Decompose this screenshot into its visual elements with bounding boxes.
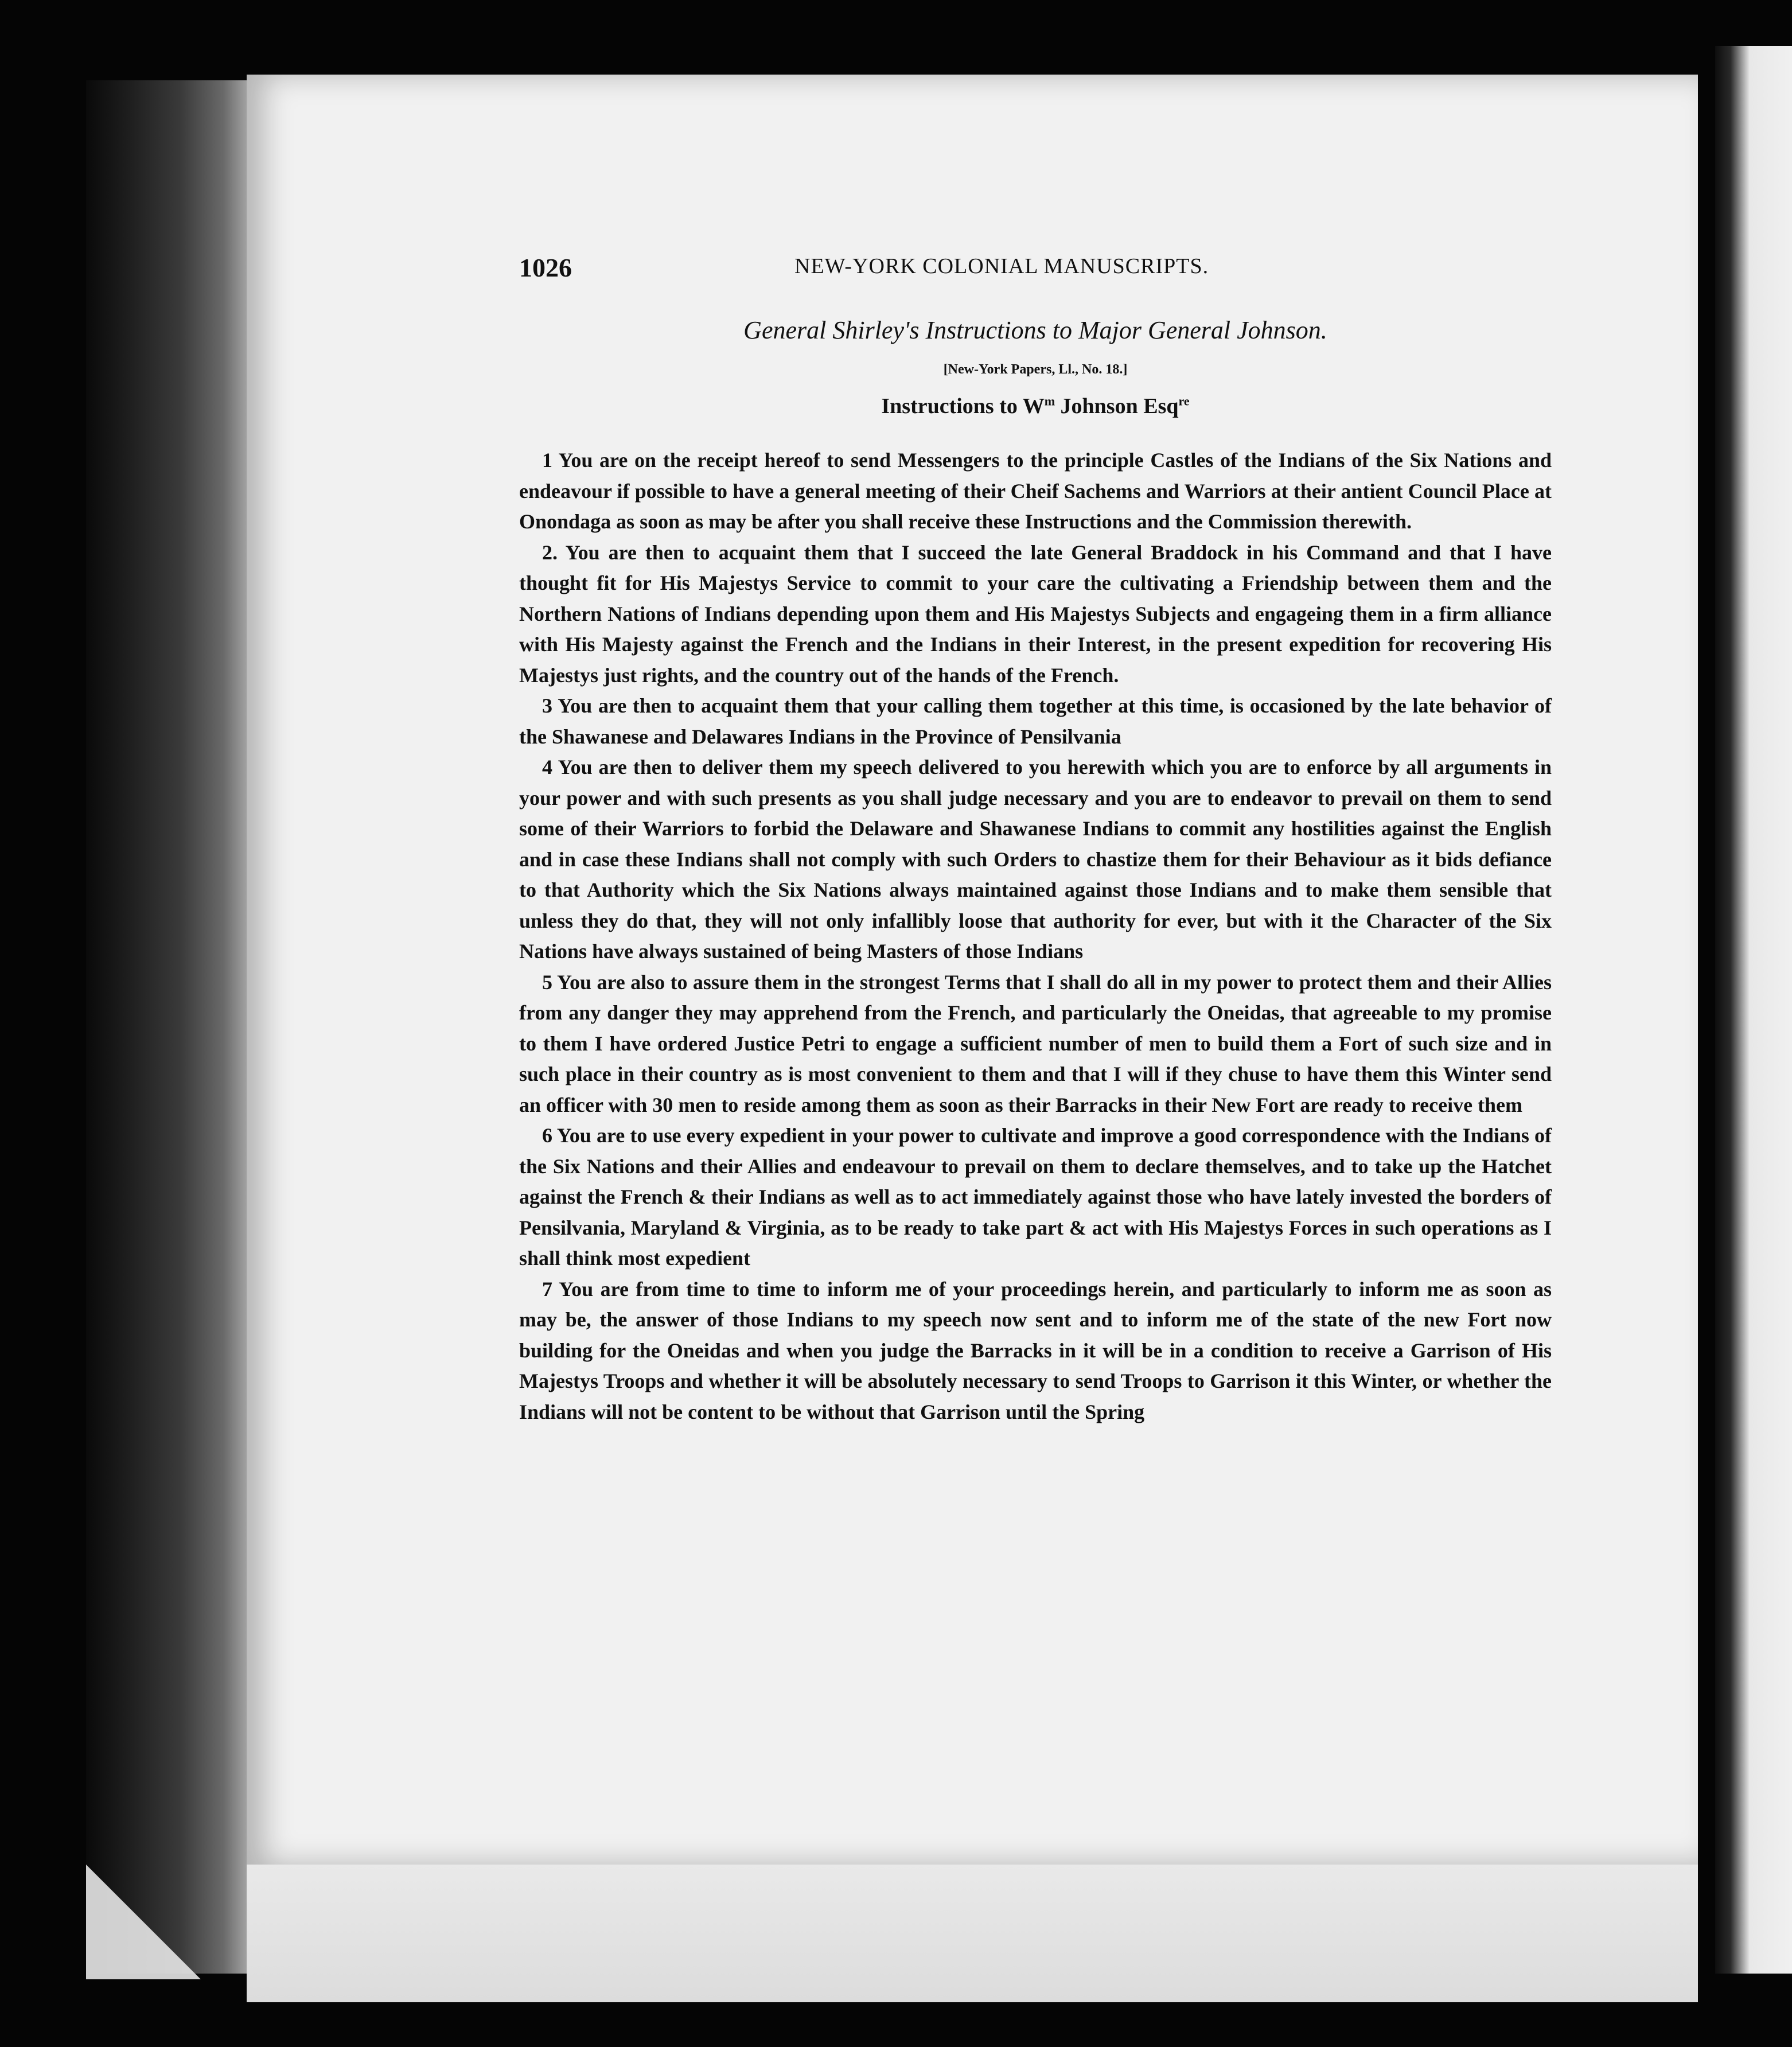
- source-citation: [New-York Papers, Ll., No. 18.]: [943, 362, 1128, 377]
- instruction-paragraph-2: 2. You are then to acquaint them that I succeed the late General Braddock in his Command and that I have thought fit for His Majestys Service to commit to your care the cultivating a Friendship between them and the Northern Nations of Indians depending upon them and His Majestys Subjects and engageing them in a firm alliance with His Majesty against the French and the Indians in their Interest, in the present expedition for recovering His Majestys just rights, and the country out of the hands of the French.: [519, 540, 1552, 687]
- folded-corner: [86, 1865, 201, 1979]
- page-lower-margin: [247, 1865, 1698, 2002]
- heading-text-part: Instructions to W: [881, 394, 1045, 418]
- heading-superscript: re: [1178, 394, 1190, 408]
- page-content: [519, 252, 1552, 1427]
- instructions-heading: [519, 394, 1552, 419]
- instruction-paragraph-7: 7 You are from time to time to inform me of your proceedings herein, and particularly to inform me as soon as may be, the answer of those Indians to my speech now sent and to inform me of the state of the new Fort now building for the Oneidas and when you judge the Barracks in it will be in a condition to receive a Garrison of His Majestys Troops and whether it will be absolutely necessary to send Troops to Garrison it this Winter, or whether the Indians will not be content to be without that Garrison until the Spring: [519, 1277, 1552, 1423]
- instruction-paragraph-1: 1 You are on the receipt hereof to send Messengers to the principle Castles of the Indians of the Six Nations and endeavour if possible to have a general meeting of their Cheif Sachems and Warriors at their antient Council Place at Onondaga as soon as may be after you shall receive these Instructions and the Commission therewith.: [519, 449, 1552, 533]
- instruction-paragraph-4: 4 You are then to deliver them my speech delivered to you herewith which you are to enforce by all arguments in your power and with such presents as you shall judge necessary and you are to endeavor to prevail on them to send some of their Warriors to forbid the Delaware and Shawanese Indians to commit any hostilities against the English and in case these Indians shall not comply with such Orders to chastize them for their Behaviour as it bids defiance to that Authority which the Six Nations always maintained against those Indians and to make them sensible that unless they do that, they will not only infallibly loose that authority for ever, but with it the Character of the Six Nations have always sustained of being Masters of those Indians: [519, 756, 1552, 963]
- facing-page-edge: [1715, 46, 1792, 1974]
- document-title: General Shirley's Instructions to Major General Johnson.: [743, 316, 1327, 344]
- instruction-paragraph-5: 5 You are also to assure them in the strongest Terms that I shall do all in my power to protect them and their Allies from any danger they may apprehend from the French, and particularly the Oneidas, that agreeable to my promise to them I have ordered Justice Petri to engage a sufficient number of men to build them a Fort of such size and in such place in their country as is most convenient to them and that I will if they chuse to have them this Winter send an officer with 30 men to reside among them as soon as their Barracks in their New Fort are ready to receive them: [519, 970, 1552, 1116]
- running-head: [519, 252, 1552, 293]
- instruction-paragraph-3: 3 You are then to acquaint them that your calling them together at this time, is occasioned by the late behavior of the Shawanese and Delawares Indians in the Province of Pensilvania: [519, 694, 1552, 748]
- running-title: NEW-YORK COLONIAL MANUSCRIPTS.: [794, 254, 1209, 278]
- book-gutter: [86, 80, 258, 1974]
- heading-text-part: Johnson Esq: [1055, 394, 1179, 418]
- heading-superscript: m: [1044, 394, 1055, 408]
- page-number: 1026: [519, 253, 572, 282]
- instruction-paragraph-6: 6 You are to use every expedient in your power to cultivate and improve a good correspondence with the Indians of the Six Nations and their Allies and endeavour to prevail on them to declare themselves, and to take up the Hatchet against the French & their Indians as well as to act immediately against those who have lately invested the borders of Pensilvania, Maryland & Virginia, as to be ready to take part & act with His Majestys Forces in such operations as I shall think most expedient: [519, 1124, 1552, 1270]
